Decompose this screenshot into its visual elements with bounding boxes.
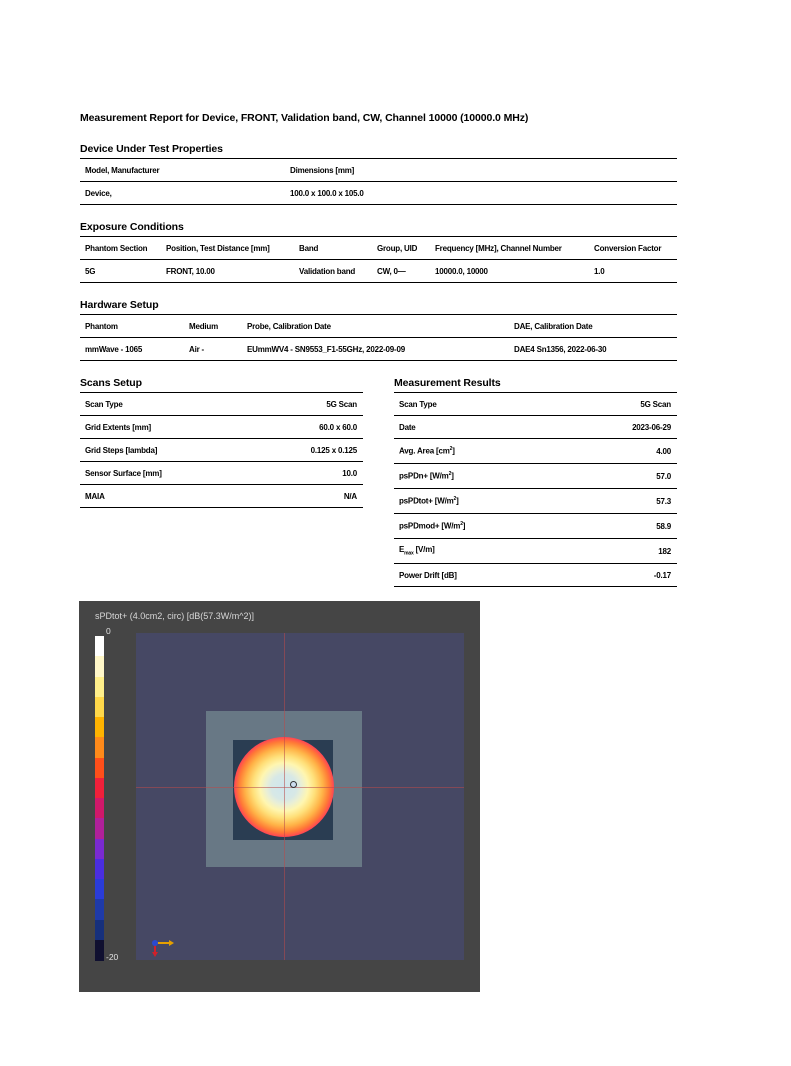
pspdmod-label: psPDmod+ [W/m [399, 521, 461, 531]
colorbar-segment [95, 737, 104, 758]
table-cell: 0.125 x 0.125 [310, 445, 357, 455]
column-header: Group, UID [377, 243, 418, 253]
table-row [394, 393, 677, 416]
table-cell: CW, 0— [377, 266, 406, 276]
table-cell [394, 439, 560, 464]
scans-section-title: Scans Setup [80, 377, 142, 389]
colorbar-min-label: -20 [106, 952, 119, 962]
table-cell: Validation band [299, 266, 356, 276]
table-row [394, 539, 677, 564]
colorbar-segment [95, 879, 104, 900]
table-cell: Sensor Surface [mm] [85, 468, 162, 478]
pspdn-label: psPDn+ [W/m [399, 471, 449, 481]
avg-area-label: Avg. Area [cm [399, 446, 450, 456]
table-row [394, 439, 677, 464]
column-header: DAE, Calibration Date [514, 321, 593, 331]
table-cell: N/A [343, 491, 357, 501]
table-cell [394, 489, 560, 514]
table-cell: 10000.0, 10000 [435, 266, 488, 276]
table-cell: 4.00 [656, 446, 671, 456]
colorbar-segment [95, 818, 104, 839]
table-cell [394, 514, 560, 539]
colorbar-segment [95, 940, 104, 961]
crosshair-horizontal [136, 787, 464, 788]
table-row [394, 489, 677, 514]
table-cell: mmWave - 1065 [85, 344, 143, 354]
figure-title: sPDtot+ (4.0cm2, circ) [dB(57.3W/m^2)] [95, 611, 255, 621]
table-cell: Grid Extents [mm] [85, 422, 151, 432]
table-cell: Scan Type [399, 399, 437, 409]
table-row [394, 514, 677, 539]
table-row [80, 462, 363, 485]
dut-section-title: Device Under Test Properties [80, 143, 223, 155]
table-cell: Date [399, 422, 416, 432]
superscript: 2 [453, 496, 457, 503]
table-row [80, 393, 363, 416]
table-cell: Grid Steps [lambda] [85, 445, 158, 455]
table-cell: 5G Scan [640, 399, 671, 409]
label-tail: ] [452, 446, 455, 456]
dut-table [80, 158, 677, 205]
colorbar-max-label: 0 [106, 626, 111, 636]
results-table [394, 392, 677, 587]
table-row [80, 338, 677, 361]
spd-distribution-figure [79, 601, 480, 992]
table-row [80, 182, 677, 205]
column-header: Model, Manufacturer [85, 165, 160, 175]
table-cell: 2023-06-29 [632, 422, 671, 432]
hardware-table [80, 314, 677, 361]
colorbar-segment [95, 778, 104, 799]
column-header: Band [299, 243, 319, 253]
table-cell: Scan Type [85, 399, 123, 409]
table-row [80, 485, 363, 508]
table-header-row [80, 159, 677, 182]
subscript: max [404, 550, 414, 557]
scans-table [80, 392, 363, 508]
table-row [80, 439, 363, 462]
table-cell: 60.0 x 60.0 [319, 422, 357, 432]
colorbar-segment [95, 899, 104, 920]
table-cell: -0.17 [653, 570, 671, 580]
table-cell: 5G Scan [326, 399, 357, 409]
hardware-section-title: Hardware Setup [80, 299, 159, 311]
table-cell: 100.0 x 100.0 x 105.0 [290, 188, 364, 198]
table-cell: Air - [189, 344, 205, 354]
label-tail: [V/m] [413, 545, 435, 555]
table-cell [394, 464, 560, 489]
table-cell [394, 539, 560, 564]
column-header: Probe, Calibration Date [247, 321, 331, 331]
column-header: Medium [189, 321, 219, 331]
colorbar-segment [95, 839, 104, 860]
report-title: Measurement Report for Device, FRONT, Validation band, CW, Channel 10000 (10000.0 MHz) [80, 112, 529, 124]
table-cell: DAE4 Sn1356, 2022-06-30 [514, 344, 607, 354]
colorbar-segment [95, 656, 104, 677]
colorbar-segment [95, 697, 104, 718]
colorbar-segment [95, 920, 104, 941]
colorbar [95, 636, 104, 960]
table-cell: 182 [658, 546, 671, 556]
table-cell: FRONT, 10.00 [166, 266, 215, 276]
colorbar-segment [95, 859, 104, 880]
colorbar-segment [95, 636, 104, 657]
table-cell: 58.9 [656, 521, 671, 531]
table-row [394, 464, 677, 489]
emax-label: E [399, 545, 405, 555]
superscript: 2 [449, 446, 453, 453]
table-row [394, 416, 677, 439]
crosshair-vertical [284, 633, 285, 960]
axis-triad-icon [149, 935, 175, 957]
colorbar-segment [95, 677, 104, 698]
colorbar-segment [95, 758, 104, 779]
column-header: Frequency [MHz], Channel Number [435, 243, 562, 253]
label-tail: ] [462, 521, 466, 531]
column-header: Position, Test Distance [mm] [166, 243, 270, 253]
column-header: Dimensions [mm] [290, 165, 355, 175]
table-cell: 5G [85, 266, 96, 276]
superscript: 2 [448, 471, 452, 478]
table-row [80, 260, 677, 283]
table-cell: 1.0 [594, 266, 605, 276]
table-cell: 57.3 [656, 496, 671, 506]
exposure-section-title: Exposure Conditions [80, 221, 184, 233]
table-cell: 10.0 [342, 468, 357, 478]
table-row [80, 416, 363, 439]
table-cell: Power Drift [dB] [399, 570, 457, 580]
table-header-row [80, 315, 677, 338]
colorbar-segment [95, 717, 104, 738]
pspdtot-label: psPDtot+ [W/m [399, 496, 454, 506]
colorbar-segment [95, 798, 104, 819]
label-tail: ] [451, 471, 454, 481]
column-header: Phantom [85, 321, 118, 331]
table-cell: Device, [85, 188, 112, 198]
exposure-table [80, 236, 677, 283]
table-cell: MAIA [85, 491, 105, 501]
table-row [394, 564, 677, 587]
table-cell: 57.0 [656, 471, 671, 481]
label-tail: ] [456, 496, 459, 506]
superscript: 2 [460, 521, 463, 528]
peak-marker-icon [290, 781, 297, 788]
results-section-title: Measurement Results [394, 377, 501, 389]
column-header: Phantom Section [85, 243, 148, 253]
table-header-row [80, 237, 677, 260]
column-header: Conversion Factor [594, 243, 662, 253]
table-cell: EUmmWV4 - SN9553_F1-55GHz, 2022-09-09 [247, 344, 406, 354]
